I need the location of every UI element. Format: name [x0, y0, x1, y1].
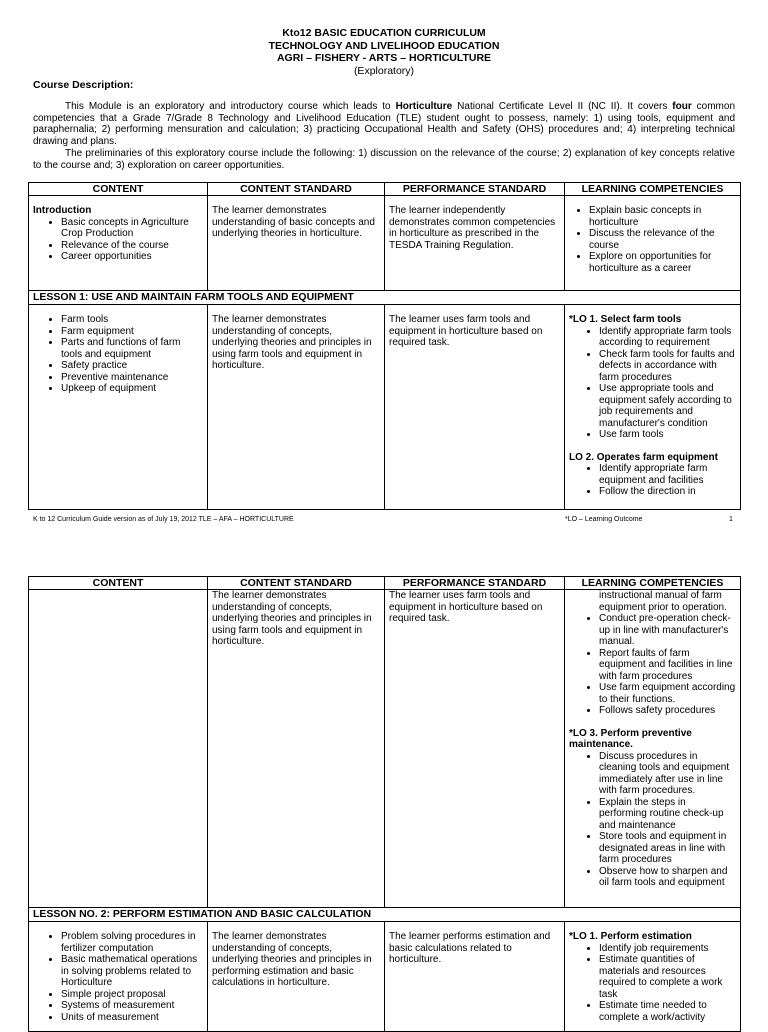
header-subtitle: (Exploratory) — [353, 64, 415, 77]
list-item: • Explore on opportunities for horticulture as a career — [589, 251, 736, 274]
list-item: • Discuss procedures in cleaning tools and equipment immediately after use in line with farm procedures. — [599, 751, 736, 797]
column-header-performance-standard: PERFORMANCE STANDARD — [385, 577, 565, 590]
lo-2-title: LO 2. Operates farm equipment — [569, 451, 718, 463]
lo-1-list — [569, 326, 736, 441]
lesson-1-performance-standard: The learner uses farm tools and equipment in horticulture based on required task. — [385, 305, 565, 510]
list-item: • Preventive maintenance — [61, 372, 203, 384]
column-header-content-standard: CONTENT STANDARD — [208, 183, 385, 196]
list-item: • Farm tools — [61, 314, 203, 326]
lesson-1-content-cell — [29, 305, 208, 510]
lesson-1-cont-competencies-cell — [565, 590, 741, 908]
lesson-2-lo-1-title: *LO 1. Perform estimation — [569, 931, 692, 942]
table-row-lesson-1 — [29, 305, 741, 510]
table-header-row — [29, 577, 741, 590]
lesson-1-cont-performance-standard: The learner uses farm tools and equipment in horticulture based on required task. — [385, 590, 565, 908]
intro-competencies-cell — [565, 196, 741, 291]
table-row-lesson-2 — [29, 922, 741, 1032]
list-item: • Follows safety procedures — [599, 705, 736, 717]
list-item: • Upkeep of equipment — [61, 383, 203, 395]
list-item: • Estimate time needed to complete a work/activity — [599, 1000, 736, 1023]
lesson-1-cont-content-cell — [29, 590, 208, 908]
document-header — [0, 27, 768, 77]
list-item: • Identify appropriate farm equipment and facilities — [599, 463, 736, 486]
lesson-2-heading-row — [29, 908, 741, 922]
intro-content-list — [33, 217, 203, 263]
table-header-row — [29, 183, 741, 196]
lesson-2-performance-standard: The learner performs estimation and basic calculations related to horticulture. — [385, 922, 565, 1032]
intro-content-standard: The learner demonstrates understanding of basic concepts and underlying theories in horticulture. — [208, 196, 385, 291]
course-description-paragraph-1: This Module is an exploratory and introductory course which leads to Horticulture National Certificate Level II (NC II). It covers four common competencies that a Grade 7/Grade 8 Technology and Livelihood Education (TLE) student ought to possess, namely: 1) using tools, equipment and paraphernalia; 2) performing mensuration and calculation; 3) practicing Occupational Health and Safety (OHS) procedures and; 4) interpreting technical drawing and plans. — [33, 101, 736, 147]
list-item: • Conduct pre-operation check-up in line with manufacturer's manual. — [599, 613, 736, 648]
lesson-1-title: LESSON 1: USE AND MAINTAIN FARM TOOLS AND EQUIPMENT — [29, 291, 741, 305]
intro-performance-standard: The learner independently demonstrates common competencies in horticulture as prescribed in the TESDA Training Regulation. — [385, 196, 565, 291]
footer-page-number: 1 — [729, 516, 733, 523]
list-item: • Explain basic concepts in horticulture — [589, 205, 736, 228]
lesson-2-lo-1-list — [569, 943, 736, 1024]
list-item: • Identify job requirements — [599, 943, 736, 955]
list-item: • Observe how to sharpen and oil farm tools and equipment — [599, 866, 736, 889]
lesson-2-content-cell — [29, 922, 208, 1032]
list-item: • Identify appropriate farm tools according to requirement — [599, 326, 736, 349]
header-title-afa: AGRI – FISHERY - ARTS – HORTICULTURE — [276, 52, 492, 64]
table-row-lesson-1-continued — [29, 590, 741, 908]
lesson-1-content-list — [33, 314, 203, 395]
footer-lo-note: *LO – Learning Outcome — [565, 516, 643, 523]
lesson-2-content-standard: The learner demonstrates understanding of concepts, underlying theories and principles in performing estimation and basic calculations in horticulture. — [208, 922, 385, 1032]
list-item: • Explain the steps in performing routine check-up and maintenance — [599, 797, 736, 832]
header-title-curriculum: Kto12 BASIC EDUCATION CURRICULUM — [282, 27, 486, 39]
lesson-1-heading-row — [29, 291, 741, 305]
lo-2-continued-text: instructional manual of farm equipment prior to operation. — [599, 590, 727, 613]
curriculum-table-page-1 — [28, 182, 741, 510]
list-item: • Estimate quantities of materials and resources required to complete a work task — [599, 954, 736, 1000]
lo-2-continued-list — [569, 613, 736, 717]
list-item: • Use appropriate tools and equipment safely according to job requirements and manufacturer's condition — [599, 383, 736, 429]
list-item: • Use farm equipment according to their functions. — [599, 682, 736, 705]
list-item: • Report faults of farm equipment and facilities in line with farm procedures — [599, 648, 736, 683]
list-item: • Career opportunities — [61, 251, 203, 263]
intro-content-cell — [29, 196, 208, 291]
column-header-performance-standard: PERFORMANCE STANDARD — [385, 183, 565, 196]
column-header-content: CONTENT — [29, 183, 208, 196]
list-item: • Discuss the relevance of the course — [589, 228, 736, 251]
list-item: • Use farm tools — [599, 429, 736, 441]
lesson-2-competencies-cell — [565, 922, 741, 1032]
curriculum-table-page-2 — [28, 576, 741, 1032]
course-description-paragraph-2: The preliminaries of this exploratory course include the following: 1) discussion on the relevance of the course; 2) explanation of key concepts relative to the course and; 3) exploration on career opportunities. — [33, 148, 735, 171]
list-item: • Basic mathematical operations in solving problems related to Horticulture — [61, 954, 203, 989]
column-header-content-standard: CONTENT STANDARD — [208, 577, 385, 590]
list-item: • Follow the direction in — [599, 486, 736, 498]
lesson-1-content-standard: The learner demonstrates understanding of concepts, underlying theories and principles in using farm tools and equipment in horticulture. — [208, 305, 385, 510]
list-item: • Safety practice — [61, 360, 203, 372]
list-item: • Parts and functions of farm tools and equipment — [61, 337, 203, 360]
lesson-2-content-list — [33, 931, 203, 1023]
footer-version: K to 12 Curriculum Guide version as of July 19, 2012 TLE – AFA – HORTICULTURE — [33, 516, 294, 523]
list-item: • Farm equipment — [61, 326, 203, 338]
column-header-content: CONTENT — [29, 577, 208, 590]
list-item: • Check farm tools for faults and defects in accordance with farm procedures — [599, 349, 736, 384]
course-description-label: Course Description: — [33, 79, 134, 91]
list-item: • Systems of measurement — [61, 1000, 203, 1012]
list-item: • Relevance of the course — [61, 240, 203, 252]
lo-3-list — [569, 751, 736, 889]
lo-1-title: *LO 1. Select farm tools — [569, 314, 682, 325]
intro-competencies-list — [569, 205, 736, 274]
lo-2-list — [569, 463, 736, 498]
column-header-learning-competencies: LEARNING COMPETENCIES — [565, 577, 741, 590]
list-item: • Units of measurement — [61, 1012, 203, 1024]
table-row-introduction — [29, 196, 741, 291]
list-item: • Problem solving procedures in fertilizer computation — [61, 931, 203, 954]
header-title-tle: TECHNOLOGY AND LIVELIHOOD EDUCATION — [268, 39, 500, 52]
lo-3-title: *LO 3. Perform preventive maintenance. — [569, 727, 692, 750]
list-item: • Basic concepts in Agriculture Crop Production — [61, 217, 203, 240]
lesson-1-competencies-cell — [565, 305, 741, 510]
list-item: • Simple project proposal — [61, 989, 203, 1001]
column-header-learning-competencies: LEARNING COMPETENCIES — [565, 183, 741, 196]
lesson-1-cont-content-standard: The learner demonstrates understanding of concepts, underlying theories and principles in using farm tools and equipment in horticulture. — [208, 590, 385, 908]
lesson-2-title: LESSON NO. 2: PERFORM ESTIMATION AND BASIC CALCULATION — [29, 908, 741, 922]
list-item: • Store tools and equipment in designated areas in line with farm procedures — [599, 831, 736, 866]
intro-title: Introduction — [33, 205, 92, 216]
